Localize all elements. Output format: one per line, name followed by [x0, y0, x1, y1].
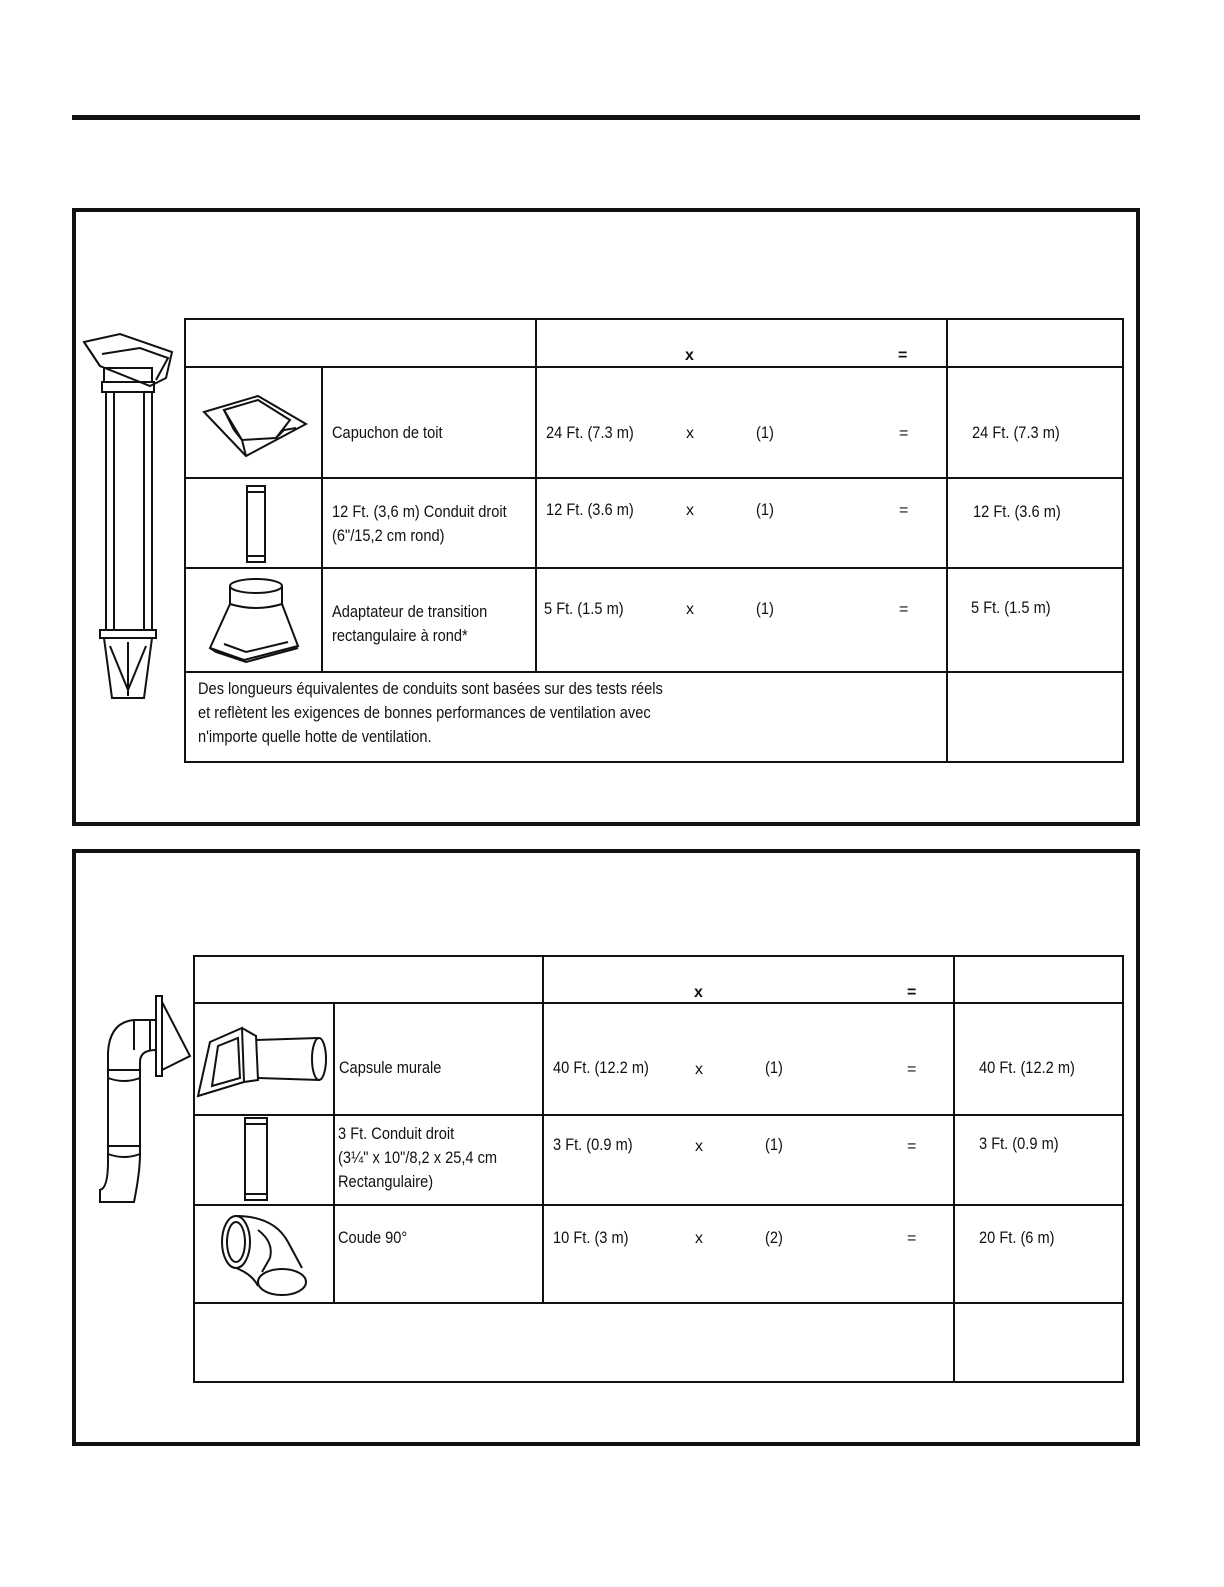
row-label: Capuchon de toit	[332, 423, 443, 442]
times-symbol: x	[686, 502, 694, 519]
row-label-line2: (3¼" x 10"/8,2 x 25,4 cm	[338, 1148, 498, 1167]
row-label: Coude 90°	[338, 1228, 408, 1247]
row-label-line2: (6"/15,2 cm rond)	[332, 526, 445, 545]
quantity-cell: (1)	[756, 423, 774, 442]
header-equals-symbol: =	[907, 984, 917, 1001]
length-cell: 5 Ft. (1.5 m)	[544, 599, 624, 618]
row-label: Capsule murale	[339, 1058, 442, 1077]
equals-symbol: =	[907, 1138, 917, 1155]
times-symbol: x	[686, 601, 694, 618]
header-times-symbol: x	[694, 984, 703, 1001]
elbow-90-icon	[218, 1212, 308, 1298]
row-label-line3: Rectangulaire)	[338, 1172, 434, 1191]
total-cell: 40 Ft. (12.2 m)	[979, 1058, 1075, 1077]
total-cell: 12 Ft. (3.6 m)	[973, 502, 1061, 521]
footnote-line3: n'importe quelle hotte de ventilation.	[198, 727, 432, 746]
total-cell: 3 Ft. (0.9 m)	[979, 1134, 1059, 1153]
equals-symbol: =	[899, 502, 909, 519]
quantity-cell: (1)	[756, 599, 774, 618]
top-rule	[72, 115, 1140, 120]
length-cell: 40 Ft. (12.2 m)	[553, 1058, 649, 1077]
length-cell: 3 Ft. (0.9 m)	[553, 1135, 633, 1154]
rect-duct-icon	[240, 1116, 272, 1202]
equals-symbol: =	[899, 601, 909, 618]
row-label-line1: 3 Ft. Conduit droit	[338, 1124, 455, 1143]
quantity-cell: (1)	[756, 500, 774, 519]
length-cell: 10 Ft. (3 m)	[553, 1228, 629, 1247]
wall-duct-assembly-icon	[94, 992, 194, 1208]
total-cell: 20 Ft. (6 m)	[979, 1228, 1055, 1247]
length-cell: 24 Ft. (7.3 m)	[546, 423, 634, 442]
quantity-cell: (1)	[765, 1058, 783, 1077]
total-cell: 24 Ft. (7.3 m)	[972, 423, 1060, 442]
equals-symbol: =	[907, 1230, 917, 1247]
quantity-cell: (1)	[765, 1135, 783, 1154]
equals-symbol: =	[907, 1061, 917, 1078]
row-label-line1: 12 Ft. (3,6 m) Conduit droit	[332, 502, 507, 521]
times-symbol: x	[686, 425, 694, 442]
footnote-line2: et reflètent les exigences de bonnes performances de ventilation avec	[198, 703, 651, 722]
equals-symbol: =	[899, 425, 909, 442]
quantity-cell: (2)	[765, 1228, 783, 1247]
straight-duct-icon	[244, 484, 268, 564]
wall-cap-icon	[194, 1022, 330, 1104]
transition-adapter-icon	[206, 576, 302, 664]
roof-cap-icon	[198, 390, 310, 462]
footnote-line1: Des longueurs équivalentes de conduits sont basées sur des tests réels	[198, 679, 663, 698]
length-cell: 12 Ft. (3.6 m)	[546, 500, 634, 519]
times-symbol: x	[695, 1138, 703, 1155]
row-label-line2: rectangulaire à rond*	[332, 626, 468, 645]
times-symbol: x	[695, 1061, 703, 1078]
row-label-line1: Adaptateur de transition	[332, 602, 488, 621]
roof-duct-assembly-icon	[80, 330, 180, 705]
header-equals-symbol: =	[898, 347, 908, 364]
times-symbol: x	[695, 1230, 703, 1247]
total-cell: 5 Ft. (1.5 m)	[971, 598, 1051, 617]
header-times-symbol: x	[685, 347, 694, 364]
